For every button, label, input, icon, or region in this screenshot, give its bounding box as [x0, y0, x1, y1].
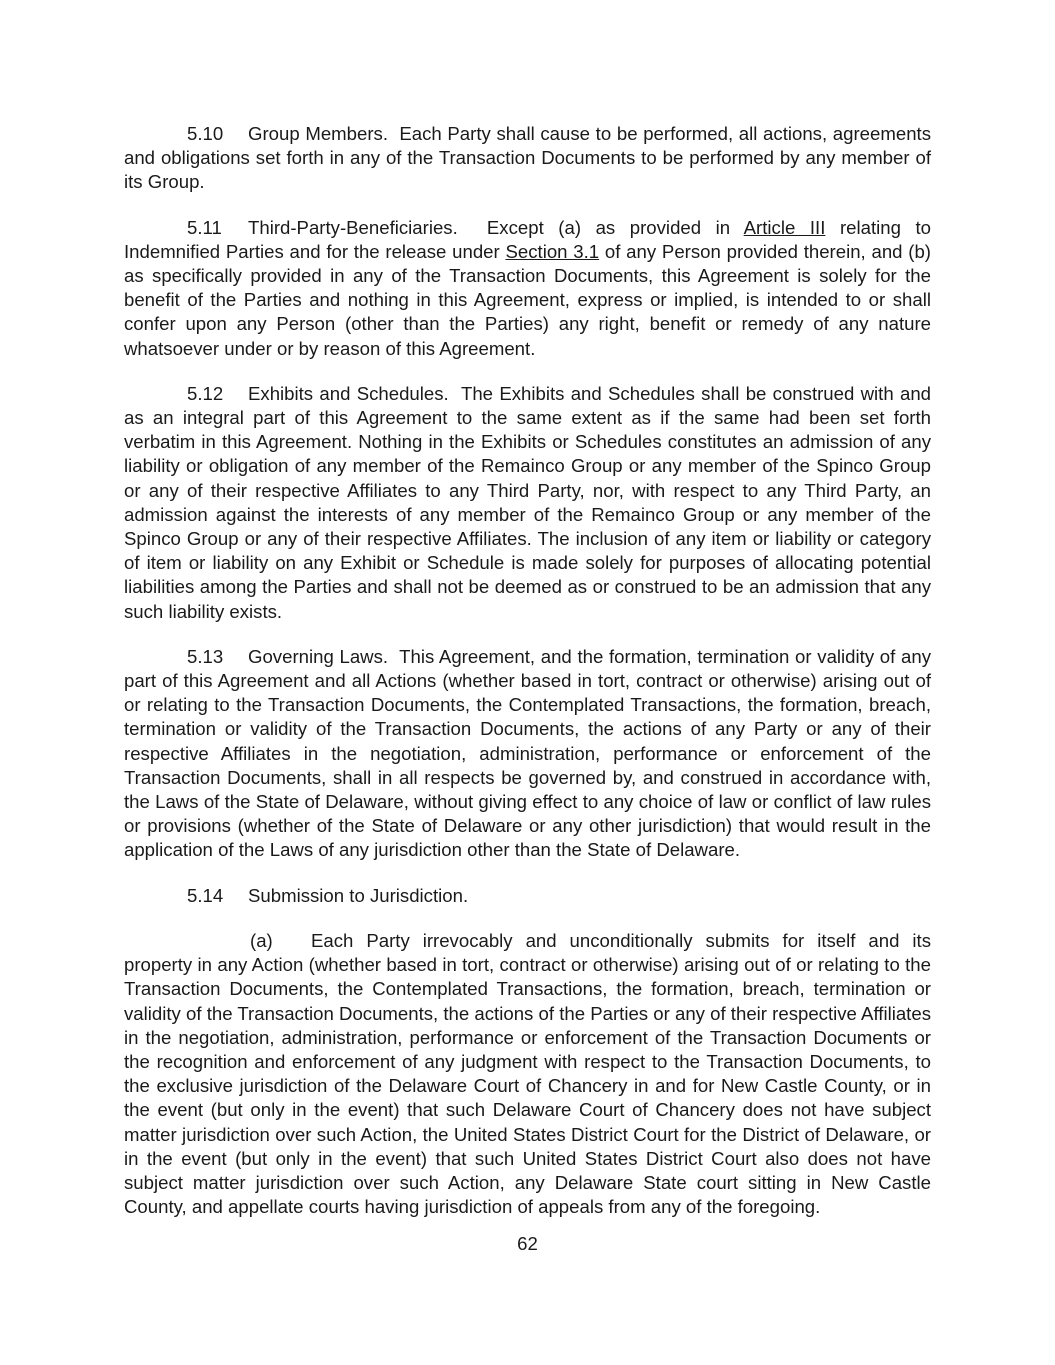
section-body-part: relating to Indemnified Parties and for the release under [124, 216, 931, 262]
section-number: 5.11 [187, 216, 222, 238]
section-body: The Exhibits and Schedules shall be construed with and as an integral part of this Agreement to the same extent as if the same had been set forth verbatim in this Agreement. Nothing in the Exhibits or Schedules constitutes an admission of any liability or obligation of any member of the Remainco Group or any member of the Spinco Group or any of their respective Affiliates to any Third Party, nor, with respect to any Third Party, an admission against the interests of any member of the Remainco Group or any member of the Spinco Group or any of their respective Affiliates. The inclusion of any item or liability or category of item or liability on any Exhibit or Schedule is made solely for purposes of allocating potential liabilities among the Parties and shall not be deemed as or construed to be an admission that any such liability exists. [124, 382, 931, 622]
section-5-12 [124, 382, 931, 624]
section-5-14-heading-line [124, 884, 931, 908]
section-5-10 [124, 122, 931, 195]
subsection-label: (a) [250, 929, 273, 951]
section-heading: Exhibits and Schedules. [248, 382, 449, 404]
section-body: Each Party shall cause to be performed, all actions, agreements and obligations set forth in any of the Transaction Documents to be performed by any member of its Group. [124, 123, 931, 193]
section-5-13 [124, 645, 931, 863]
section-heading: Group Members. [248, 123, 389, 144]
section-body-part: of any Person provided therein, and (b) as specifically provided in any of the Transaction Documents, this Agreement is solely for the benefit of the Parties and nothing in this Agreement, express or implied, is intended to or shall confer upon any Person (other than the Parties) any right, benefit or remedy of any nature whatsoever under or by reason of this Agreement. [124, 240, 931, 359]
section-number: 5.14 [187, 884, 224, 906]
section-body-part: Except (a) as provided in [486, 216, 731, 238]
subsection-body: Each Party irrevocably and unconditionally submits for itself and its property in any Action (whether based in tort, contract or otherwise) arising out of or relating to the Transaction Documents, the Contemplated Transactions, the formation, breach, termination or validity of the Transaction Documents, the actions of the Parties or any of their respective Affiliates in the negotiation, administration, performance or enforcement of the Transaction Documents or the recognition and enforcement of any judgment with respect to the Transaction Documents, to the exclusive jurisdiction of the Delaware Court of Chancery in and for New Castle County, or in the event (but only in the event) that such Delaware Court of Chancery does not have subject matter jurisdiction over such Action, the United States District Court for the District of Delaware, or in the event (but only in the event) that such United States District Court also does not have subject matter jurisdiction over such Action, any Delaware State court sitting in New Castle County, and appellate courts having jurisdiction of appeals from any of the foregoing. [124, 929, 931, 1218]
document-page [124, 122, 931, 1219]
section-body: This Agreement, and the formation, termination or validity of any part of this Agreement and all Actions (whether based in tort, contract or otherwise) arising out of or relating to the Transaction Documents, the Contemplated Transactions, the formation, breach, termination or validity of the Transaction Documents, the actions of any Party or any of their respective Affiliates in the negotiation, administration, performance or enforcement of the Transaction Documents, shall in all respects be governed by, and construed in accordance with, the Laws of the State of Delaware, without giving effect to any choice of law or conflict of law rules or provisions (whether of the State of Delaware or any other jurisdiction) that would result in the application of the Laws of any jurisdiction other than the State of Delaware. [124, 645, 931, 861]
section-3-1-link[interactable]: Section 3.1 [505, 240, 600, 262]
section-heading: Submission to Jurisdiction. [248, 884, 469, 906]
section-heading: Governing Laws. [248, 645, 389, 667]
section-5-11 [124, 216, 931, 361]
section-5-14-a [124, 929, 931, 1219]
section-number: 5.13 [187, 645, 224, 667]
article-iii-link[interactable]: Article III [743, 216, 826, 238]
section-heading: Third-Party-Beneficiaries. [248, 216, 458, 238]
section-number: 5.12 [187, 382, 224, 404]
page-number: 62 [517, 1233, 538, 1254]
section-number: 5.10 [187, 123, 224, 144]
